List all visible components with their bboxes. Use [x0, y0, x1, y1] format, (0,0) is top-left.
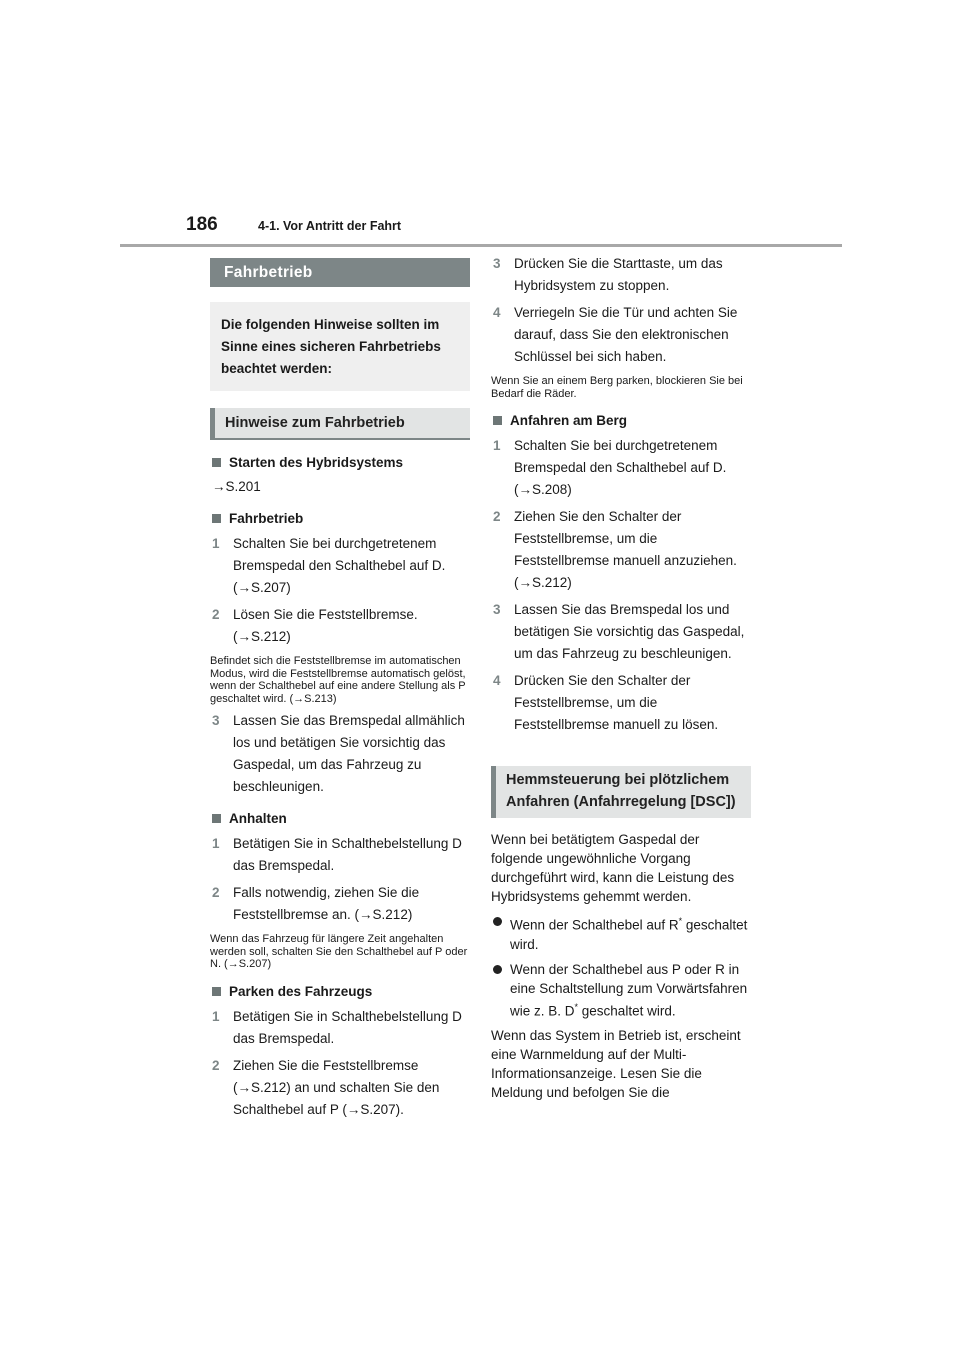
step-text: Schalten Sie bei durchgetretenem Bremspedal den Schalthebel auf D. (→S.208): [514, 438, 727, 497]
square-bullet-icon: [212, 514, 221, 523]
step-text: Betätigen Sie in Schalthebelstellung D das Bremspedal.: [233, 1008, 462, 1046]
step-item: [210, 710, 470, 798]
step-number: 4: [493, 673, 501, 688]
step-text: Lösen Sie die Feststellbremse. (→S.212): [233, 607, 418, 644]
topic-heading: [210, 510, 470, 528]
paragraph: Wenn das System in Betrieb ist, erscheint eine Warnmeldung auf der Multi-Informationsanzeige. Lesen Sie die Meldung und befolgen Sie die: [491, 1028, 741, 1100]
footnote-marker: *: [678, 916, 683, 926]
round-bullet-icon: [493, 965, 502, 974]
step-number: 1: [212, 536, 220, 551]
subsection-title: Hinweise zum Fahrbetrieb: [210, 408, 470, 440]
topic-label: Fahrbetrieb: [229, 511, 304, 526]
step-item: [491, 599, 751, 665]
intro-box: Die folgenden Hinweise sollten im Sinne eines sicheren Fahrbetriebs beachtet werden:: [210, 302, 470, 391]
step-text: Falls notwendig, ziehen Sie die Feststellbremse an. (→S.212): [233, 885, 420, 922]
square-bullet-icon: [212, 814, 221, 823]
step-item: [491, 670, 751, 736]
bullet-item: [491, 912, 751, 954]
footnote-marker: *: [574, 1001, 579, 1012]
round-bullet-icon: [493, 917, 502, 926]
step-item: [491, 435, 751, 501]
step-text: Betätigen Sie in Schalthebelstellung D das Bremspedal.: [233, 836, 462, 873]
topic-label: Anhalten: [229, 811, 287, 826]
step-text: Ziehen Sie den Schalter der Feststellbremse, um die Feststellbremse manuell anzuziehen. (→S.212): [514, 509, 737, 590]
step-number: 3: [212, 713, 220, 728]
header-rule: [120, 244, 842, 247]
step-text: Ziehen Sie die Feststellbremse (→S.212) an und schalten Sie den Schalthebel auf P (→S.207).: [233, 1057, 440, 1117]
right-column: [491, 258, 751, 1102]
step-item: [210, 604, 470, 648]
topic-label: Parken des Fahrzeugs: [229, 983, 373, 999]
step-text: Drücken Sie die Starttaste, um das Hybridsystem zu stoppen.: [514, 256, 723, 293]
topic-heading: [210, 454, 470, 472]
step-number: 2: [493, 509, 501, 524]
bullet-item: [491, 960, 751, 1021]
step-number: 1: [212, 1008, 220, 1024]
step-number: 2: [212, 1057, 220, 1073]
page-number: 186: [186, 214, 218, 235]
section-title: Fahrbetrieb: [210, 258, 470, 287]
step-number: 1: [212, 836, 220, 851]
topic-heading: [210, 810, 470, 828]
step-text: Verriegeln Sie die Tür und achten Sie darauf, dass Sie den elektronischen Schlüssel bei sich haben.: [514, 305, 738, 364]
page-reference: →S.201: [212, 479, 261, 494]
step-number: 4: [493, 305, 501, 320]
step-item: [210, 1006, 470, 1050]
chapter-title: 4-1. Vor Antritt der Fahrt: [258, 219, 402, 233]
step-text: Lassen Sie das Bremspedal allmählich los und betätigen Sie vorsichtig das Gaspedal, um das Fahrzeug zu beschleunigen.: [233, 713, 465, 794]
note-text: Wenn das Fahrzeug für längere Zeit angehalten werden soll, schalten Sie den Schalthebel auf P oder N. (→S.207): [210, 933, 468, 970]
step-item: [491, 506, 751, 594]
step-text: Schalten Sie bei durchgetretenem Bremspedal den Schalthebel auf D. (→S.207): [233, 536, 446, 595]
step-number: 3: [493, 602, 501, 617]
left-column: [210, 258, 470, 1121]
square-bullet-icon: [493, 416, 502, 425]
paragraph: Wenn bei betätigtem Gaspedal der folgende ungewöhnliche Vorgang durchgeführt wird, kann die Leistung des Hybridsystems gehemmt werden.: [491, 832, 735, 904]
step-number: 3: [493, 256, 501, 271]
step-item: [491, 253, 751, 297]
step-number: 1: [493, 438, 501, 453]
bullet-text: Wenn der Schalthebel aus P oder R in eine Schaltstellung zum Vorwärtsfahren wie z. B. D: [510, 961, 748, 1018]
step-item: [210, 1055, 470, 1121]
topic-heading: [210, 983, 470, 1001]
topic-label: Anfahren am Berg: [510, 413, 628, 428]
step-item: [210, 882, 470, 926]
subsection-title: Hemmsteuerung bei plötzlichem Anfahren (Anfahrregelung [DSC]): [491, 766, 751, 818]
step-item: [210, 833, 470, 877]
step-text: Lassen Sie das Bremspedal los und betätigen Sie vorsichtig das Gaspedal, um das Fahrzeug zu beschleunigen.: [514, 602, 745, 661]
note-text: Befindet sich die Feststellbremse im automatischen Modus, wird die Feststellbremse automatisch gelöst, wenn der Schalthebel auf eine andere Stellung als P geschaltet wird. (→S.213): [210, 655, 466, 705]
step-item: [491, 302, 751, 368]
step-number: 2: [212, 607, 220, 622]
step-number: 2: [212, 885, 220, 900]
square-bullet-icon: [212, 987, 221, 996]
bullet-text: geschaltet wird.: [510, 917, 748, 952]
bullet-text: Wenn der Schalthebel auf R: [510, 917, 679, 933]
step-text: Drücken Sie den Schalter der Feststellbremse, um die Feststellbremse manuell zu lösen.: [514, 673, 719, 732]
step-item: [210, 533, 470, 599]
square-bullet-icon: [212, 458, 221, 467]
note-text: Wenn Sie an einem Berg parken, blockieren Sie bei Bedarf die Räder.: [491, 375, 743, 400]
topic-heading: [491, 412, 751, 430]
topic-label: Starten des Hybridsystems: [229, 455, 404, 470]
bullet-text: geschaltet wird.: [578, 1003, 676, 1018]
